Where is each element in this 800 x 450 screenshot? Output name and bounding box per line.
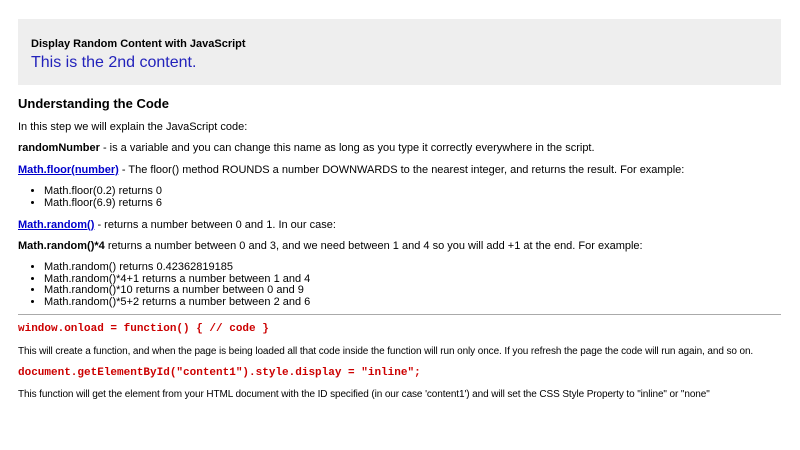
list-item: • Math.floor(0.2) returns 0 xyxy=(44,186,162,198)
getelement-code: document.getElementById("content1").style.display = "inline"; xyxy=(18,367,421,379)
random-para xyxy=(18,219,781,231)
random-content: This is the 2nd content. xyxy=(31,54,197,71)
intro-text: In this step we will explain the JavaScript code: xyxy=(18,121,248,133)
demo-title: Display Random Content with JavaScript xyxy=(31,38,246,50)
math-floor-link[interactable]: Math.floor(number) xyxy=(18,164,119,176)
divider xyxy=(18,314,781,315)
random4-para xyxy=(18,240,781,252)
random-examples xyxy=(18,262,310,308)
desc: - is a variable and you can change this name as long as you type it correctly everywhere in the script. xyxy=(99,142,595,154)
term: randomNumber xyxy=(18,142,100,154)
desc: returns a number between 0 and 3, and we need between 1 and 4 so you will add +1 at the end. For example: xyxy=(104,240,643,252)
demo-box xyxy=(18,19,781,85)
random-number-para xyxy=(18,142,781,154)
floor-examples xyxy=(18,186,162,209)
list-item: • Math.random()*5+2 returns a number between 2 and 6 xyxy=(44,297,310,309)
onload-code: window.onload = function() { // code } xyxy=(18,323,269,335)
list-item: • Math.floor(6.9) returns 6 xyxy=(44,198,162,210)
onload-text: This will create a function, and when the page is being loaded all that code inside the function will run only once. If you refresh the page the code will run again, and so on. xyxy=(18,346,754,357)
section-heading: Understanding the Code xyxy=(18,96,169,111)
desc: - returns a number between 0 and 1. In our case: xyxy=(94,219,336,231)
math-random-link[interactable]: Math.random() xyxy=(18,219,95,231)
floor-para xyxy=(18,164,781,176)
list-item: • Math.random() returns 0.42362819185 xyxy=(44,262,310,274)
getelement-text: This function will get the element from your HTML document with the ID specified (in our case 'content1') and will set the CSS Style Property to "inline" or "none" xyxy=(18,389,710,400)
list-item: • Math.random()*10 returns a number between 0 and 9 xyxy=(44,285,310,297)
desc: - The floor() method ROUNDS a number DOWNWARDS to the nearest integer, and returns the result. For example: xyxy=(118,164,685,176)
term: Math.random()*4 xyxy=(18,240,105,252)
list-item: • Math.random()*4+1 returns a number between 1 and 4 xyxy=(44,274,310,286)
